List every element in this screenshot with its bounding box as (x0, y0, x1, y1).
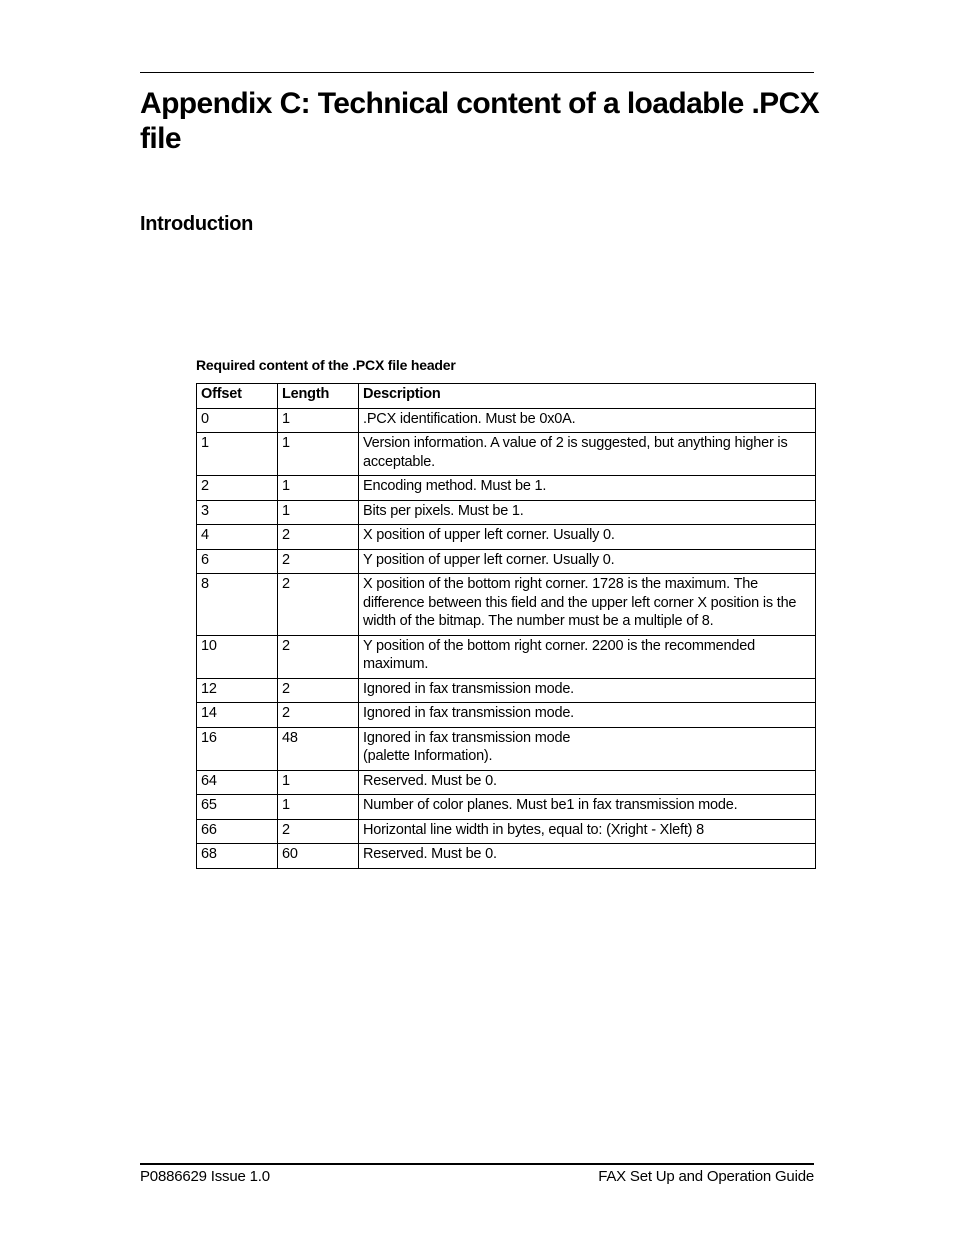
table-row (197, 678, 816, 703)
footer-document-number: P0886629 Issue 1.0 (140, 1168, 270, 1185)
description-cell: .PCX identification. Must be 0x0A. (359, 408, 816, 433)
footer-guide-title: FAX Set Up and Operation Guide (598, 1168, 814, 1185)
table-caption: Required content of the .PCX file header (196, 357, 456, 373)
offset-cell: 64 (197, 770, 278, 795)
table-row (197, 635, 816, 678)
offset-cell: 68 (197, 844, 278, 869)
column-header-length: Length (278, 384, 359, 409)
offset-cell: 1 (197, 433, 278, 476)
description-cell: Horizontal line width in bytes, equal to: (Xright - Xleft) 8 (359, 819, 816, 844)
length-cell: 1 (278, 433, 359, 476)
description-cell: Reserved. Must be 0. (359, 770, 816, 795)
table-row (197, 574, 816, 636)
footer-rule (140, 1163, 814, 1165)
pcx-header-table (196, 383, 816, 869)
description-cell: Version information. A value of 2 is suggested, but anything higher is acceptable. (359, 433, 816, 476)
description-cell: Number of color planes. Must be1 in fax transmission mode. (359, 795, 816, 820)
description-cell: Ignored in fax transmission mode. (359, 678, 816, 703)
length-cell: 1 (278, 408, 359, 433)
description-cell: Ignored in fax transmission mode (palette Information). (359, 727, 816, 770)
table-row (197, 476, 816, 501)
column-header-offset: Offset (197, 384, 278, 409)
description-cell: Encoding method. Must be 1. (359, 476, 816, 501)
length-cell: 2 (278, 703, 359, 728)
offset-cell: 10 (197, 635, 278, 678)
length-cell: 1 (278, 795, 359, 820)
length-cell: 2 (278, 574, 359, 636)
description-cell: X position of the bottom right corner. 1728 is the maximum. The difference between this field and the upper left corner X position is the width of the bitmap. The number must be a multiple of 8. (359, 574, 816, 636)
table-row (197, 795, 816, 820)
description-cell: Y position of the bottom right corner. 2200 is the recommended maximum. (359, 635, 816, 678)
top-rule (140, 72, 814, 73)
description-cell: Y position of upper left corner. Usually 0. (359, 549, 816, 574)
length-cell: 2 (278, 525, 359, 550)
length-cell: 1 (278, 500, 359, 525)
page-title: Appendix C: Technical content of a loadable .PCX file (140, 87, 820, 155)
length-cell: 2 (278, 549, 359, 574)
description-cell: Reserved. Must be 0. (359, 844, 816, 869)
table-row (197, 433, 816, 476)
offset-cell: 0 (197, 408, 278, 433)
offset-cell: 2 (197, 476, 278, 501)
offset-cell: 4 (197, 525, 278, 550)
length-cell: 2 (278, 678, 359, 703)
table-row (197, 500, 816, 525)
description-cell: Bits per pixels. Must be 1. (359, 500, 816, 525)
table-row (197, 703, 816, 728)
offset-cell: 14 (197, 703, 278, 728)
length-cell: 2 (278, 819, 359, 844)
description-cell: X position of upper left corner. Usually 0. (359, 525, 816, 550)
section-heading: Introduction (140, 213, 254, 235)
table-body (197, 408, 816, 868)
table-row (197, 525, 816, 550)
table-row (197, 844, 816, 869)
column-header-description: Description (359, 384, 816, 409)
offset-cell: 6 (197, 549, 278, 574)
offset-cell: 16 (197, 727, 278, 770)
table-row (197, 408, 816, 433)
length-cell: 60 (278, 844, 359, 869)
table-row (197, 727, 816, 770)
length-cell: 1 (278, 770, 359, 795)
offset-cell: 8 (197, 574, 278, 636)
offset-cell: 3 (197, 500, 278, 525)
table-row (197, 770, 816, 795)
length-cell: 1 (278, 476, 359, 501)
offset-cell: 12 (197, 678, 278, 703)
table-header-row (197, 384, 816, 409)
description-cell: Ignored in fax transmission mode. (359, 703, 816, 728)
length-cell: 2 (278, 635, 359, 678)
offset-cell: 66 (197, 819, 278, 844)
length-cell: 48 (278, 727, 359, 770)
table-row (197, 819, 816, 844)
offset-cell: 65 (197, 795, 278, 820)
table-row (197, 549, 816, 574)
